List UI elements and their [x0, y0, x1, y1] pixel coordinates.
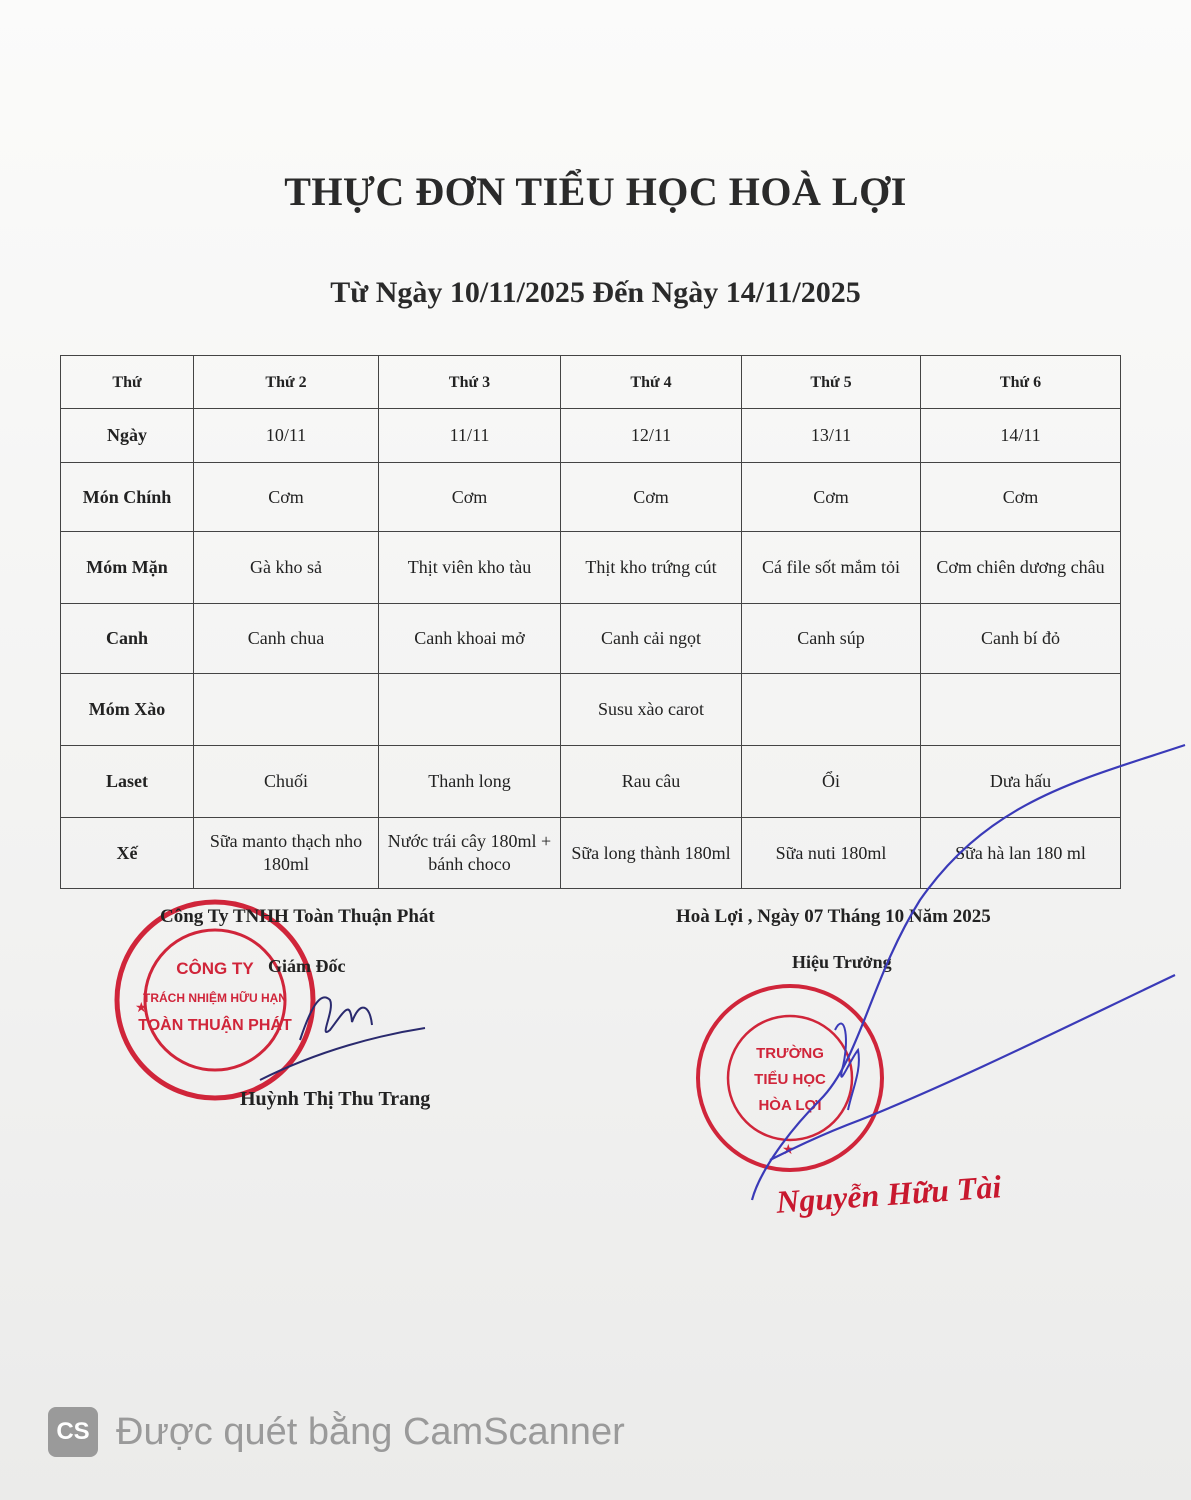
table-cell: Sữa manto thạch nho 180ml [194, 818, 379, 889]
header-thu-6: Thứ 6 [921, 356, 1121, 409]
table-cell: Rau câu [561, 746, 742, 818]
table-cell: Sữa long thành 180ml [561, 818, 742, 889]
row-label: Món Chính [61, 463, 194, 532]
table-cell: Chuối [194, 746, 379, 818]
table-cell: Gà kho sả [194, 532, 379, 604]
table-cell: Cơm [379, 463, 561, 532]
table-cell: Canh súp [742, 604, 921, 674]
table-cell: 10/11 [194, 409, 379, 463]
right-signer-role: Hiệu Trưởng [792, 952, 892, 972]
table-cell: Thịt viên kho tàu [379, 532, 561, 604]
right-signature-stroke-1 [752, 745, 1185, 1200]
table-cell: Cơm [742, 463, 921, 532]
right-signer-name: Nguyễn Hữu Tài [774, 1168, 1003, 1220]
row-label: Móm Mặn [61, 532, 194, 604]
table-cell: 12/11 [561, 409, 742, 463]
header-thu-3: Thứ 3 [379, 356, 561, 409]
table-cell: Thịt kho trứng cút [561, 532, 742, 604]
right-signature-stroke-3 [835, 1024, 859, 1110]
table-cell: Dưa hấu [921, 746, 1121, 818]
table-cell: 14/11 [921, 409, 1121, 463]
left-signer-name: Huỳnh Thị Thu Trang [240, 1088, 431, 1110]
row-label: Móm Xào [61, 674, 194, 746]
table-cell: Nước trái cây 180ml + bánh choco [379, 818, 561, 889]
header-thu-5: Thứ 5 [742, 356, 921, 409]
stamp-line-1: CÔNG TY [176, 959, 254, 978]
stamp-line-2: TRÁCH NHIỆM HỮU HẠN [143, 991, 287, 1005]
row-label: Ngày [61, 409, 194, 463]
table-cell: Susu xào carot [561, 674, 742, 746]
camscanner-logo-icon: CS [48, 1407, 98, 1457]
left-signer-role: Giám Đốc [268, 956, 346, 976]
header-thu-2: Thứ 2 [194, 356, 379, 409]
table-cell: Cơm [921, 463, 1121, 532]
table-cell: Canh cải ngọt [561, 604, 742, 674]
table-cell: Canh chua [194, 604, 379, 674]
table-cell: Thanh long [379, 746, 561, 818]
left-signature-stroke [260, 997, 425, 1080]
left-company-name: Công Ty TNHH Toàn Thuận Phát [160, 906, 435, 927]
table-cell: Cơm [194, 463, 379, 532]
stamp-line-3: TOÀN THUẬN PHÁT [138, 1017, 292, 1034]
row-header-day-of-week: Thứ [61, 356, 194, 409]
document-title: THỰC ĐƠN TIỂU HỌC HOÀ LỢI [284, 169, 907, 214]
table-cell: 13/11 [742, 409, 921, 463]
row-label: Canh [61, 604, 194, 674]
table-cell: Sữa hà lan 180 ml [921, 818, 1121, 889]
table-cell: Cá file sốt mắm tỏi [742, 532, 921, 604]
stamp-line-3: HÒA LỢI [758, 1097, 822, 1114]
table-cell: 11/11 [379, 409, 561, 463]
star-icon: ★ [782, 1143, 795, 1158]
table-cell: Canh bí đỏ [921, 604, 1121, 674]
camscanner-watermark [48, 1406, 625, 1458]
place-and-date: Hoà Lợi , Ngày 07 Tháng 10 Năm 2025 [676, 906, 991, 927]
row-label: Xế [61, 818, 194, 889]
watermark-text: Được quét bằng CamScanner [116, 1410, 625, 1453]
stamp-line-2: TIỂU HỌC [754, 1071, 826, 1088]
row-label: Laset [61, 746, 194, 818]
table-cell: Sữa nuti 180ml [742, 818, 921, 889]
table-cell: Cơm chiên dương châu [921, 532, 1121, 604]
header-thu-4: Thứ 4 [561, 356, 742, 409]
stamp-line-1: TRƯỜNG [756, 1045, 824, 1062]
right-signature-stroke-2 [770, 975, 1175, 1160]
star-icon: ★ [135, 1001, 148, 1016]
date-range: Từ Ngày 10/11/2025 Đến Ngày 14/11/2025 [330, 276, 861, 309]
table-cell: Ổi [742, 746, 921, 818]
table-cell: Cơm [561, 463, 742, 532]
table-cell: Canh khoai mở [379, 604, 561, 674]
